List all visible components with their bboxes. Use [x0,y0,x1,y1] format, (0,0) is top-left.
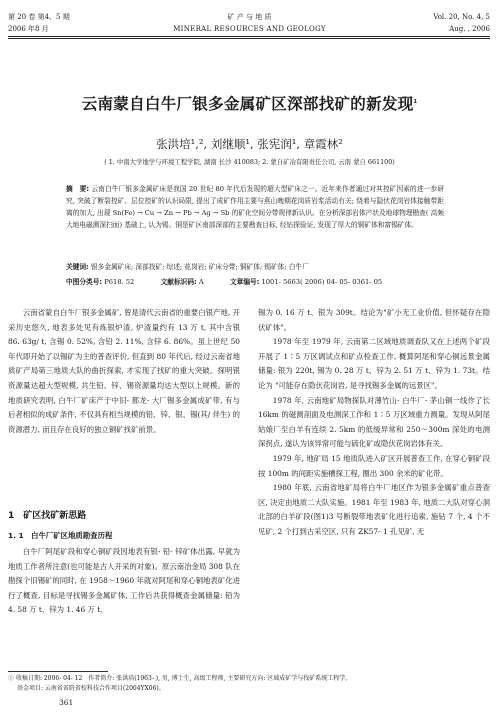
footnote-received [8,674,490,684]
abstract [66,183,444,231]
keywords-text: 银多金属矿床; 深部找矿; 综述; 花岗岩; 矿床分带; 铜矿体; 锡矿体; 白牛厂 [90,263,309,271]
header-journal-cn: 矿 产 与 地 质 [227,13,272,21]
keywords-label: 关键词: [66,263,89,271]
right-column [258,306,490,540]
article-number-value: 1001- 5663( 2006) 04- 05- 0361- 05 [261,278,383,286]
footnote-fund: 基金项目: 云南省省院省校科技合作项目(2004YX06)。 [17,685,165,692]
article-title-text: 云南蒙自白牛厂银多金属矿区深部找矿的新发现 [81,95,414,113]
classification-line [66,276,444,288]
author-list: 张洪培¹,², 刘继顺¹, 张宪润¹, 章霞林² [156,137,343,151]
footnote-mark: ① [8,675,15,682]
right-paragraph-4: 1979 年, 地矿局 15 地质队进入矿区开展普查工作, 在穿心铜矿段按 100m 的间距实施槽探工程, 圈出 300 余米的矿化带。 [258,453,490,478]
class-value: P618. 52 [104,278,135,286]
docid-label: 文献标识码: [160,278,197,286]
footnote-rule [8,671,108,672]
docid-value: A [198,278,204,286]
affiliation: ( 1. 中南大学地学与环境工程学院, 湖南 长沙 410083; 2. 蒙自矿冶有限责任公司, 云南 蒙自 661100) [104,158,395,166]
abstract-text: 云南白牛厂银多金属矿床是我国 20 世纪 80 年代后发现的超大型矿床之一。近年来作者通过对其控矿因素的进一步研究, 突破了断裂控矿、层位控矿的认识局限, 提出了成矿作用主要与燕山晚期花岗质岩浆活动有关; 绕着与隐伏花岗岩体接触带距离的加大, 出现 Sn(Fe) → Cu → Zn → Pb → Ag → Sb 的矿化空间分带规律新认识。在分析深部岩体产状及地球物理勘查( 高频大地电磁测深扫面) 基础上, 认为锡、铜是矿区南部深部的主要勘查目标, 经钻探验证, 发现了厚大的铜矿体和富锡矿体。 [66,185,444,229]
article-number-label: 文章编号: [229,278,260,286]
left-column-history [8,545,240,618]
footnote-received-text: 收稿日期: 2006- 04- 12 作者简介: 张洪培(1963- ), 男, 博士生, 高级工程师, 主要研究方向: 区域成矿学与找矿系统工程学。 [15,675,352,682]
page-number: 361 [59,698,74,707]
class-label: 中图分类号: [66,278,103,286]
left-column-intro [8,306,240,437]
section-1-1-heading: 1. 1 白牛厂矿区地质勘查历程 [8,531,113,540]
header-journal-en: MINERAL RESOURCES AND GEOLOGY [173,25,326,33]
article-title [0,92,499,114]
title-footnote-mark: 1 [413,98,418,105]
history-paragraph: 白牛厂阿尾矿段和穿心铜矿段因地表有银- 铅- 锌矿体出露, 早就为地质工作者所注意(也可能是古人开采的对象)。原云南冶金局 308 队在勘探个旧锡矿的同时, 在 1958～1960 年就对阿尾和穿心铜地表矿化进行了概查, 目标是寻找锡多金属矿体, 工作后共获得概查金属储量: 铅为 4. 58 万 t、锌为 1. 46 万 t、 [8,547,240,615]
header-date-cn: 2006 年8 月 [8,25,49,33]
right-paragraph-3: 1978 年, 云南地矿局物探队对薄竹山- 白牛厂- 茅山铜一线作了长 16km 的磁测剖面及电测深工作和 1∶5 万区域重力测量。发现从阿尾姑娘厂至白羊有连续 2. 5km 的低缓异常和 250～300m 深处的电测深拐点, 遂认为该异常可能与硫化矿或隐伏花岗岩体有关。 [258,395,490,449]
header-date-en: Aug. , 2006 [449,25,490,33]
abstract-label: 摘 要: [66,185,90,193]
footnote [8,674,490,694]
keywords [66,261,444,273]
right-paragraph-2: 1978 年至 1979 年, 云南第二区域地质调查队又在上述两个矿段开展了 1∶5 万区调试点和矿点检查工作, 概算阿尾和穿心铜远景金属储量: 银为 220t, 锡为 0. 28 万 t、锌为 2. 51 万 t、锌为 1. 73t。结论为 "可能存在隐伏花岗岩, 是寻找锡多金属的远景区"。 [258,337,490,390]
header-rule [8,36,490,37]
right-paragraph-1: 锡为 0. 16 万 t、银为 309t。结论为"矿小无工业价值, 但怀疑存在隐伏矿体"。 [258,308,490,332]
section-1-heading: 1 矿区找矿新思路 [8,511,87,521]
header-volume-cn: 第 20 卷 第4、5 期 [8,13,70,21]
right-paragraph-5: 1980 年底, 云南省地矿局将白牛厂地区作为银多金属矿重点普查区, 决定由地质二大队实施。1981 年至 1983 年, 地质二大队对穿心洞北部的白羊矿段(图1)3 号断裂带地表矿化进行追索, 施钻 7 个, 4 个不见矿, 2 个打到古采空区, 只有 ZK57- 1 孔见矿, 无 [258,483,490,536]
header-volume-en: Vol. 20, No. 4, 5 [433,13,490,21]
header-rule-2 [8,38,490,39]
intro-paragraph: 云南省蒙自白牛厂银多金属矿, 曾是清代云南省的重要白银产地, 开采历史悠久, 地表多处见有炼银炉渣, 炉渣量约有 13 万 t, 其中含银 86. 63g/ t, 含锡 0. 52%, 含铅 2. 11%, 含锌 6. 86%。虽上世纪 50 年代即开始了以锡矿为主的普查评价, 但直到 80 年代后, 经过云南省地质矿产局第三地质大队的曲折探索, 才实现了找矿的重大突破。探明银资源量达超大型规模, 共生铅、锌、锡资源量均达大型以上规模。新的地质研究表明, 白牛厂矿床产于中旧- 都龙- 大厂锡多金属成矿带, 有与后者相似的成矿条件, 不仅具有相当规模的铅、锌、银、锡(其/ 伴生) 的资源潜力, 而且存在良好的独立铜矿找矿前景。 [8,308,240,434]
